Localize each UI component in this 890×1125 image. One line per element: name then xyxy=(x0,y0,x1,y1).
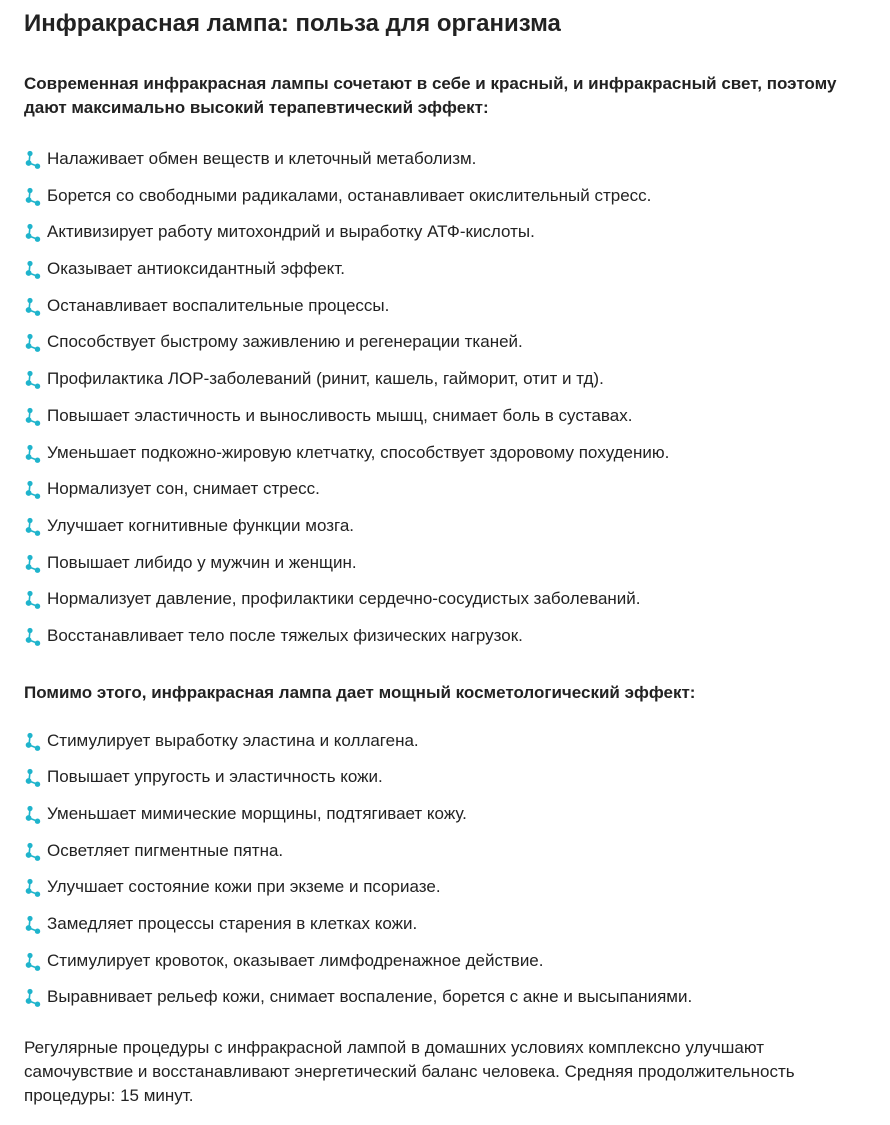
list-item xyxy=(24,361,872,398)
list-item xyxy=(24,398,872,435)
list-item-text: Повышает эластичность и выносливость мышц, снимает боль в суставах. xyxy=(47,405,633,425)
list-item-text: Оказывает антиоксидантный эффект. xyxy=(47,259,345,279)
cosmetic-benefits-list xyxy=(24,723,872,1017)
molecule-icon xyxy=(24,442,44,464)
list-item xyxy=(24,943,872,980)
list-item-text: Улучшает когнитивные функции мозга. xyxy=(47,515,355,535)
list-item xyxy=(24,435,872,472)
molecule-icon xyxy=(24,766,44,788)
list-item xyxy=(24,545,872,582)
list-item xyxy=(24,508,872,545)
molecule-icon xyxy=(24,185,44,207)
list-item xyxy=(24,796,872,833)
list-item-text: Повышает либидо у мужчин и женщин. xyxy=(47,552,357,572)
list-item-text: Нормализует сон, снимает стресс. xyxy=(47,479,320,499)
molecule-icon xyxy=(24,295,44,317)
health-benefits-list xyxy=(24,141,872,655)
molecule-icon xyxy=(24,258,44,280)
molecule-icon xyxy=(24,625,44,647)
molecule-icon xyxy=(24,913,44,935)
molecule-icon xyxy=(24,478,44,500)
list-item-text: Уменьшает подкожно-жировую клетчатку, способствует здоровому похудению. xyxy=(47,442,670,462)
list-item-text: Активизирует работу митохондрий и выработку АТФ-кислоты. xyxy=(47,222,535,242)
molecule-icon xyxy=(24,515,44,537)
article-title: Инфракрасная лампа: польза для организма xyxy=(24,10,561,37)
list-item-text: Осветляет пигментные пятна. xyxy=(47,840,284,860)
list-item xyxy=(24,324,872,361)
list-item-text: Восстанавливает тело после тяжелых физических нагрузок. xyxy=(47,625,523,645)
molecule-icon xyxy=(24,730,44,752)
list-item xyxy=(24,178,872,215)
list-item xyxy=(24,869,872,906)
molecule-icon xyxy=(24,148,44,170)
list-item xyxy=(24,288,872,325)
list-item xyxy=(24,833,872,870)
list-item xyxy=(24,906,872,943)
list-item xyxy=(24,723,872,760)
section-2-intro: Помимо этого, инфракрасная лампа дает мощный косметологический эффект: xyxy=(24,682,696,702)
molecule-icon xyxy=(24,876,44,898)
conclusion-paragraph: Регулярные процедуры с инфракрасной лампой в домашних условиях комплексно улучшают самочувствие и восстанавливают энергетический баланс человека. Средняя продолжительность процедуры: 15 минут. xyxy=(24,1038,795,1106)
list-item-text: Борется со свободными радикалами, останавливает окислительный стресс. xyxy=(47,185,652,205)
list-item-text: Останавливает воспалительные процессы. xyxy=(47,295,390,315)
molecule-icon xyxy=(24,221,44,243)
list-item xyxy=(24,759,872,796)
list-item xyxy=(24,251,872,288)
molecule-icon xyxy=(24,552,44,574)
list-item-text: Стимулирует выработку эластина и коллагена. xyxy=(47,730,419,750)
molecule-icon xyxy=(24,950,44,972)
molecule-icon xyxy=(24,588,44,610)
list-item-text: Повышает упругость и эластичность кожи. xyxy=(47,767,383,787)
list-item-text: Замедляет процессы старения в клетках кожи. xyxy=(47,914,418,934)
list-item xyxy=(24,214,872,251)
list-item-text: Профилактика ЛОР-заболеваний (ринит, кашель, гайморит, отит и тд). xyxy=(47,369,604,389)
list-item xyxy=(24,471,872,508)
molecule-icon xyxy=(24,331,44,353)
list-item-text: Выравнивает рельеф кожи, снимает воспаление, борется с акне и высыпаниями. xyxy=(47,987,693,1007)
list-item xyxy=(24,979,872,1016)
molecule-icon xyxy=(24,368,44,390)
list-item-text: Уменьшает мимические морщины, подтягивает кожу. xyxy=(47,804,467,823)
molecule-icon xyxy=(24,405,44,427)
list-item-text: Улучшает состояние кожи при экземе и псориазе. xyxy=(47,877,441,897)
list-item-text: Налаживает обмен веществ и клеточный метаболизм. xyxy=(47,149,477,168)
list-item xyxy=(24,618,872,655)
list-item xyxy=(24,581,872,618)
molecule-icon xyxy=(24,840,44,862)
list-item-text: Стимулирует кровоток, оказывает лимфодренажное действие. xyxy=(47,950,544,970)
list-item xyxy=(24,141,872,178)
molecule-icon xyxy=(24,803,44,825)
list-item-text: Способствует быстрому заживлению и регенерации тканей. xyxy=(47,332,523,352)
section-1-intro: Современная инфракрасная лампы сочетают в себе и красный, и инфракрасный свет, поэтому дают максимально высокий терапевтический эффект: xyxy=(24,74,837,117)
list-item-text: Нормализует давление, профилактики сердечно-сосудистых заболеваний. xyxy=(47,589,641,609)
molecule-icon xyxy=(24,986,44,1008)
